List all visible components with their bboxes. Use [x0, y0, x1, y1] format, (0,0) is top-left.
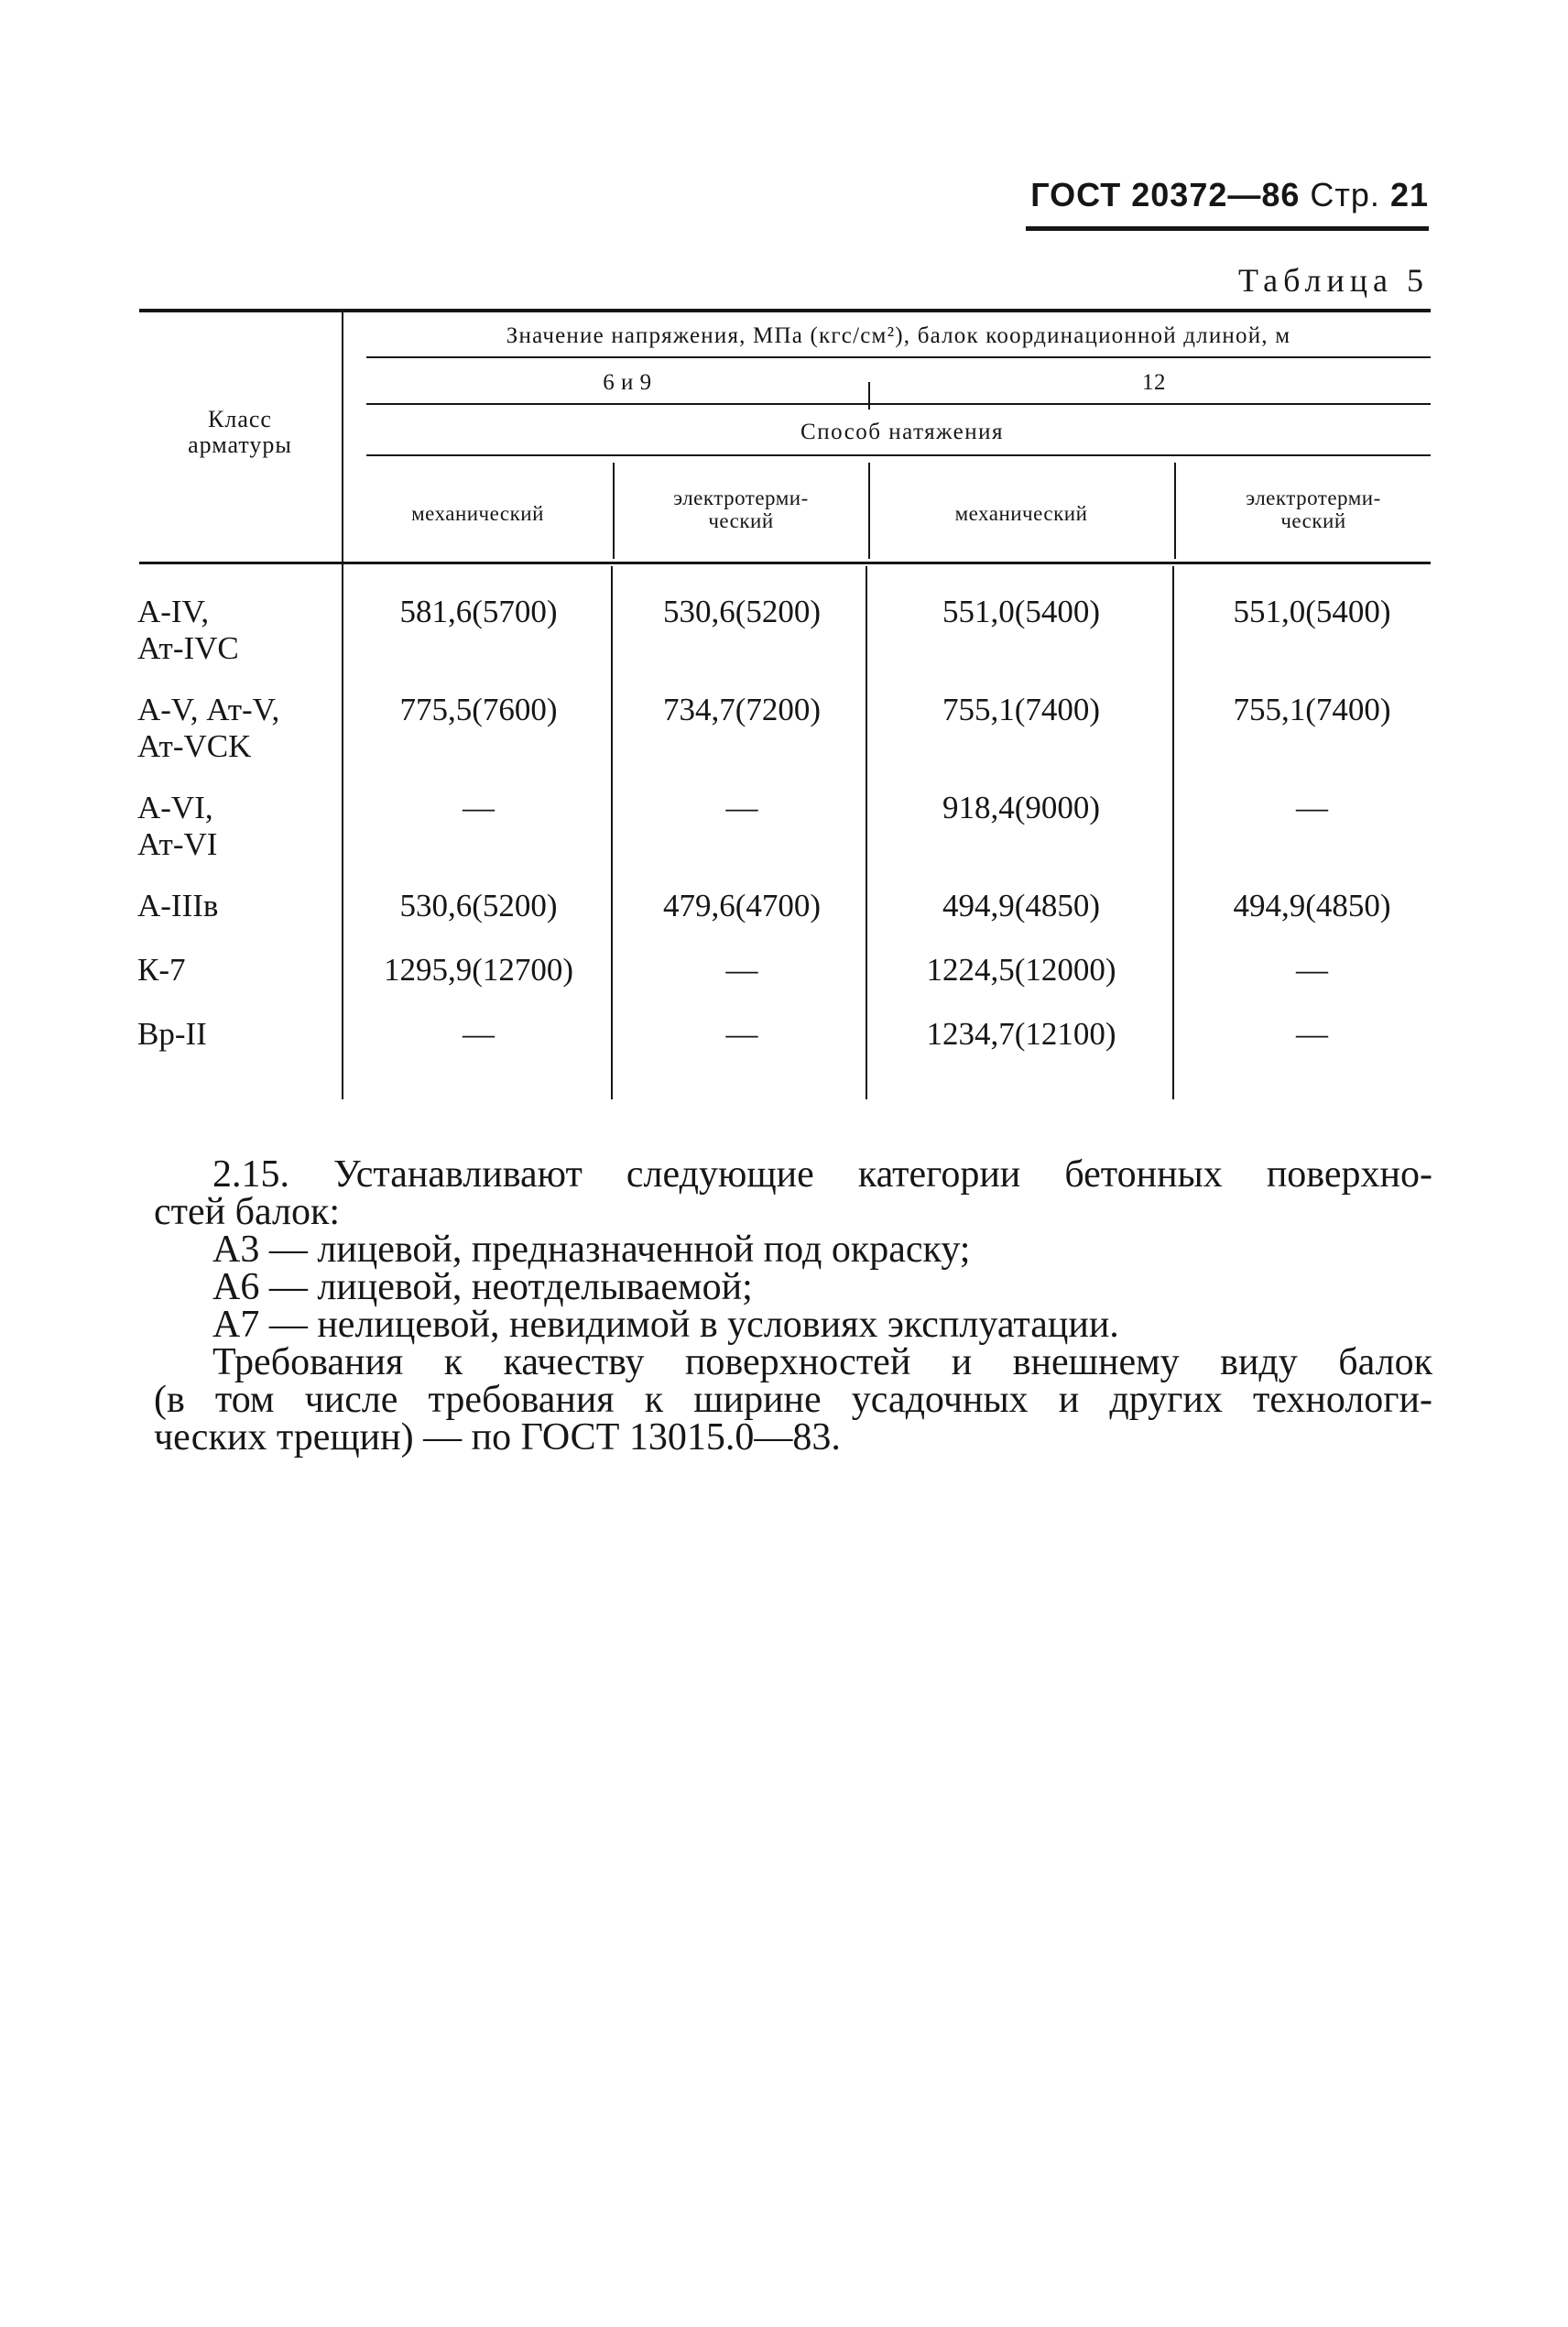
method-header-3: [870, 502, 1172, 525]
page-number: 21: [1389, 176, 1429, 213]
table-cell: —: [725, 1016, 758, 1052]
method-label: механический: [954, 502, 1088, 525]
body-text: [154, 1153, 1432, 1458]
paragraph-2-15-line1: 2.15. Устанавливают следующие категории бетонных поверхно-: [212, 1153, 1432, 1196]
table-row-class: [137, 888, 339, 924]
class-header-line1: Класс: [208, 406, 272, 432]
table-cell: 918,4(9000): [942, 790, 1101, 825]
category-a7: А7 — нелицевой, невидимой в условиях эксплуатации.: [212, 1304, 1119, 1346]
table-cell: —: [1296, 790, 1328, 825]
table-cell: 1224,5(12000): [926, 952, 1116, 988]
table-cell: 755,1(7400): [1233, 692, 1391, 727]
class-line: А-V, Ат-V,: [137, 692, 280, 727]
method-header-2: [615, 486, 867, 532]
requirements-line1: Требования к качеству поверхностей и внешнему виду балок: [212, 1341, 1432, 1383]
table-row-class: [137, 692, 339, 765]
method-label: электротерми-: [673, 486, 809, 509]
category-a3: А3 — лицевой, предназначенной под окраску;: [212, 1229, 971, 1271]
method-label: электротерми-: [1246, 486, 1381, 509]
class-line: Ат-VI: [137, 826, 218, 862]
value-header-rule: [366, 356, 1431, 358]
method-label-continuation: ческий: [1280, 509, 1346, 532]
table-cell: 494,9(4850): [942, 888, 1101, 923]
table-cell: 479,6(4700): [662, 888, 822, 923]
requirements-line3: ческих трещин) — по ГОСТ 13015.0—83.: [154, 1416, 841, 1458]
table-row-class: [137, 1016, 339, 1053]
class-line: Ат-VCK: [137, 728, 252, 764]
class-line: А-IV,: [137, 594, 210, 629]
method-label-continuation: ческий: [708, 509, 774, 532]
running-header: [1026, 176, 1429, 214]
table-cell: 1295,9(12700): [383, 952, 574, 988]
table-cell: 530,6(5200): [662, 594, 822, 629]
table-cell: 755,1(7400): [942, 692, 1101, 727]
value-header: Значение напряжения, МПа (кгс/см²), балок координационной длиной, м: [506, 323, 1291, 348]
length-group-rule: [366, 403, 1431, 405]
table-cell: 530,6(5200): [399, 888, 558, 923]
page-label: Стр.: [1310, 176, 1380, 213]
table-cell: 581,6(5700): [399, 594, 558, 629]
class-line: А-IIIв: [137, 888, 219, 923]
class-line: К-7: [137, 952, 186, 988]
table-cell: —: [463, 790, 495, 825]
table-cell: —: [1296, 1016, 1328, 1052]
table-row-class: [137, 790, 339, 863]
standard-number: ГОСТ 20372—86: [1030, 176, 1301, 213]
length-group-12: 12: [1142, 370, 1166, 395]
table-top-rule: [139, 309, 1431, 312]
table-row-class: [137, 594, 339, 667]
class-line: Ат-IVC: [137, 630, 239, 666]
length-group-6-9: 6 и 9: [603, 370, 652, 395]
table-cell: —: [463, 1016, 495, 1052]
table-cell: 551,0(5400): [942, 594, 1101, 629]
table-cell: —: [725, 790, 758, 825]
method-header-1: [343, 502, 612, 525]
table-cell: 551,0(5400): [1233, 594, 1391, 629]
method-header-4: [1176, 486, 1451, 532]
method-header: Способ натяжения: [800, 420, 1004, 444]
class-line: А-VI,: [137, 790, 213, 825]
table-cell: 1234,7(12100): [926, 1016, 1116, 1052]
method-label: механический: [411, 502, 544, 525]
class-column-header: [139, 407, 341, 458]
header-rule: [1026, 226, 1429, 231]
requirements-line2: (в том числе требования к ширине усадочных и других технологи-: [154, 1379, 1432, 1421]
table-caption: Таблица 5: [1238, 262, 1429, 299]
table-cell: 775,5(7600): [399, 692, 558, 727]
length-divider-rule: [868, 382, 870, 410]
category-a6: А6 — лицевой, неотделываемой;: [212, 1266, 753, 1308]
table-cell: —: [725, 952, 758, 988]
table-cell: 734,7(7200): [662, 692, 822, 727]
method-header-rule: [366, 454, 1431, 456]
class-line: Вр-II: [137, 1016, 207, 1052]
paragraph-2-15-line2: стей балок:: [154, 1191, 341, 1233]
header-bottom-rule: [139, 562, 1431, 564]
table-row-class: [137, 952, 339, 989]
class-header-line2: арматуры: [188, 432, 292, 458]
table-cell: —: [1296, 952, 1328, 988]
table-cell: 494,9(4850): [1233, 888, 1391, 923]
